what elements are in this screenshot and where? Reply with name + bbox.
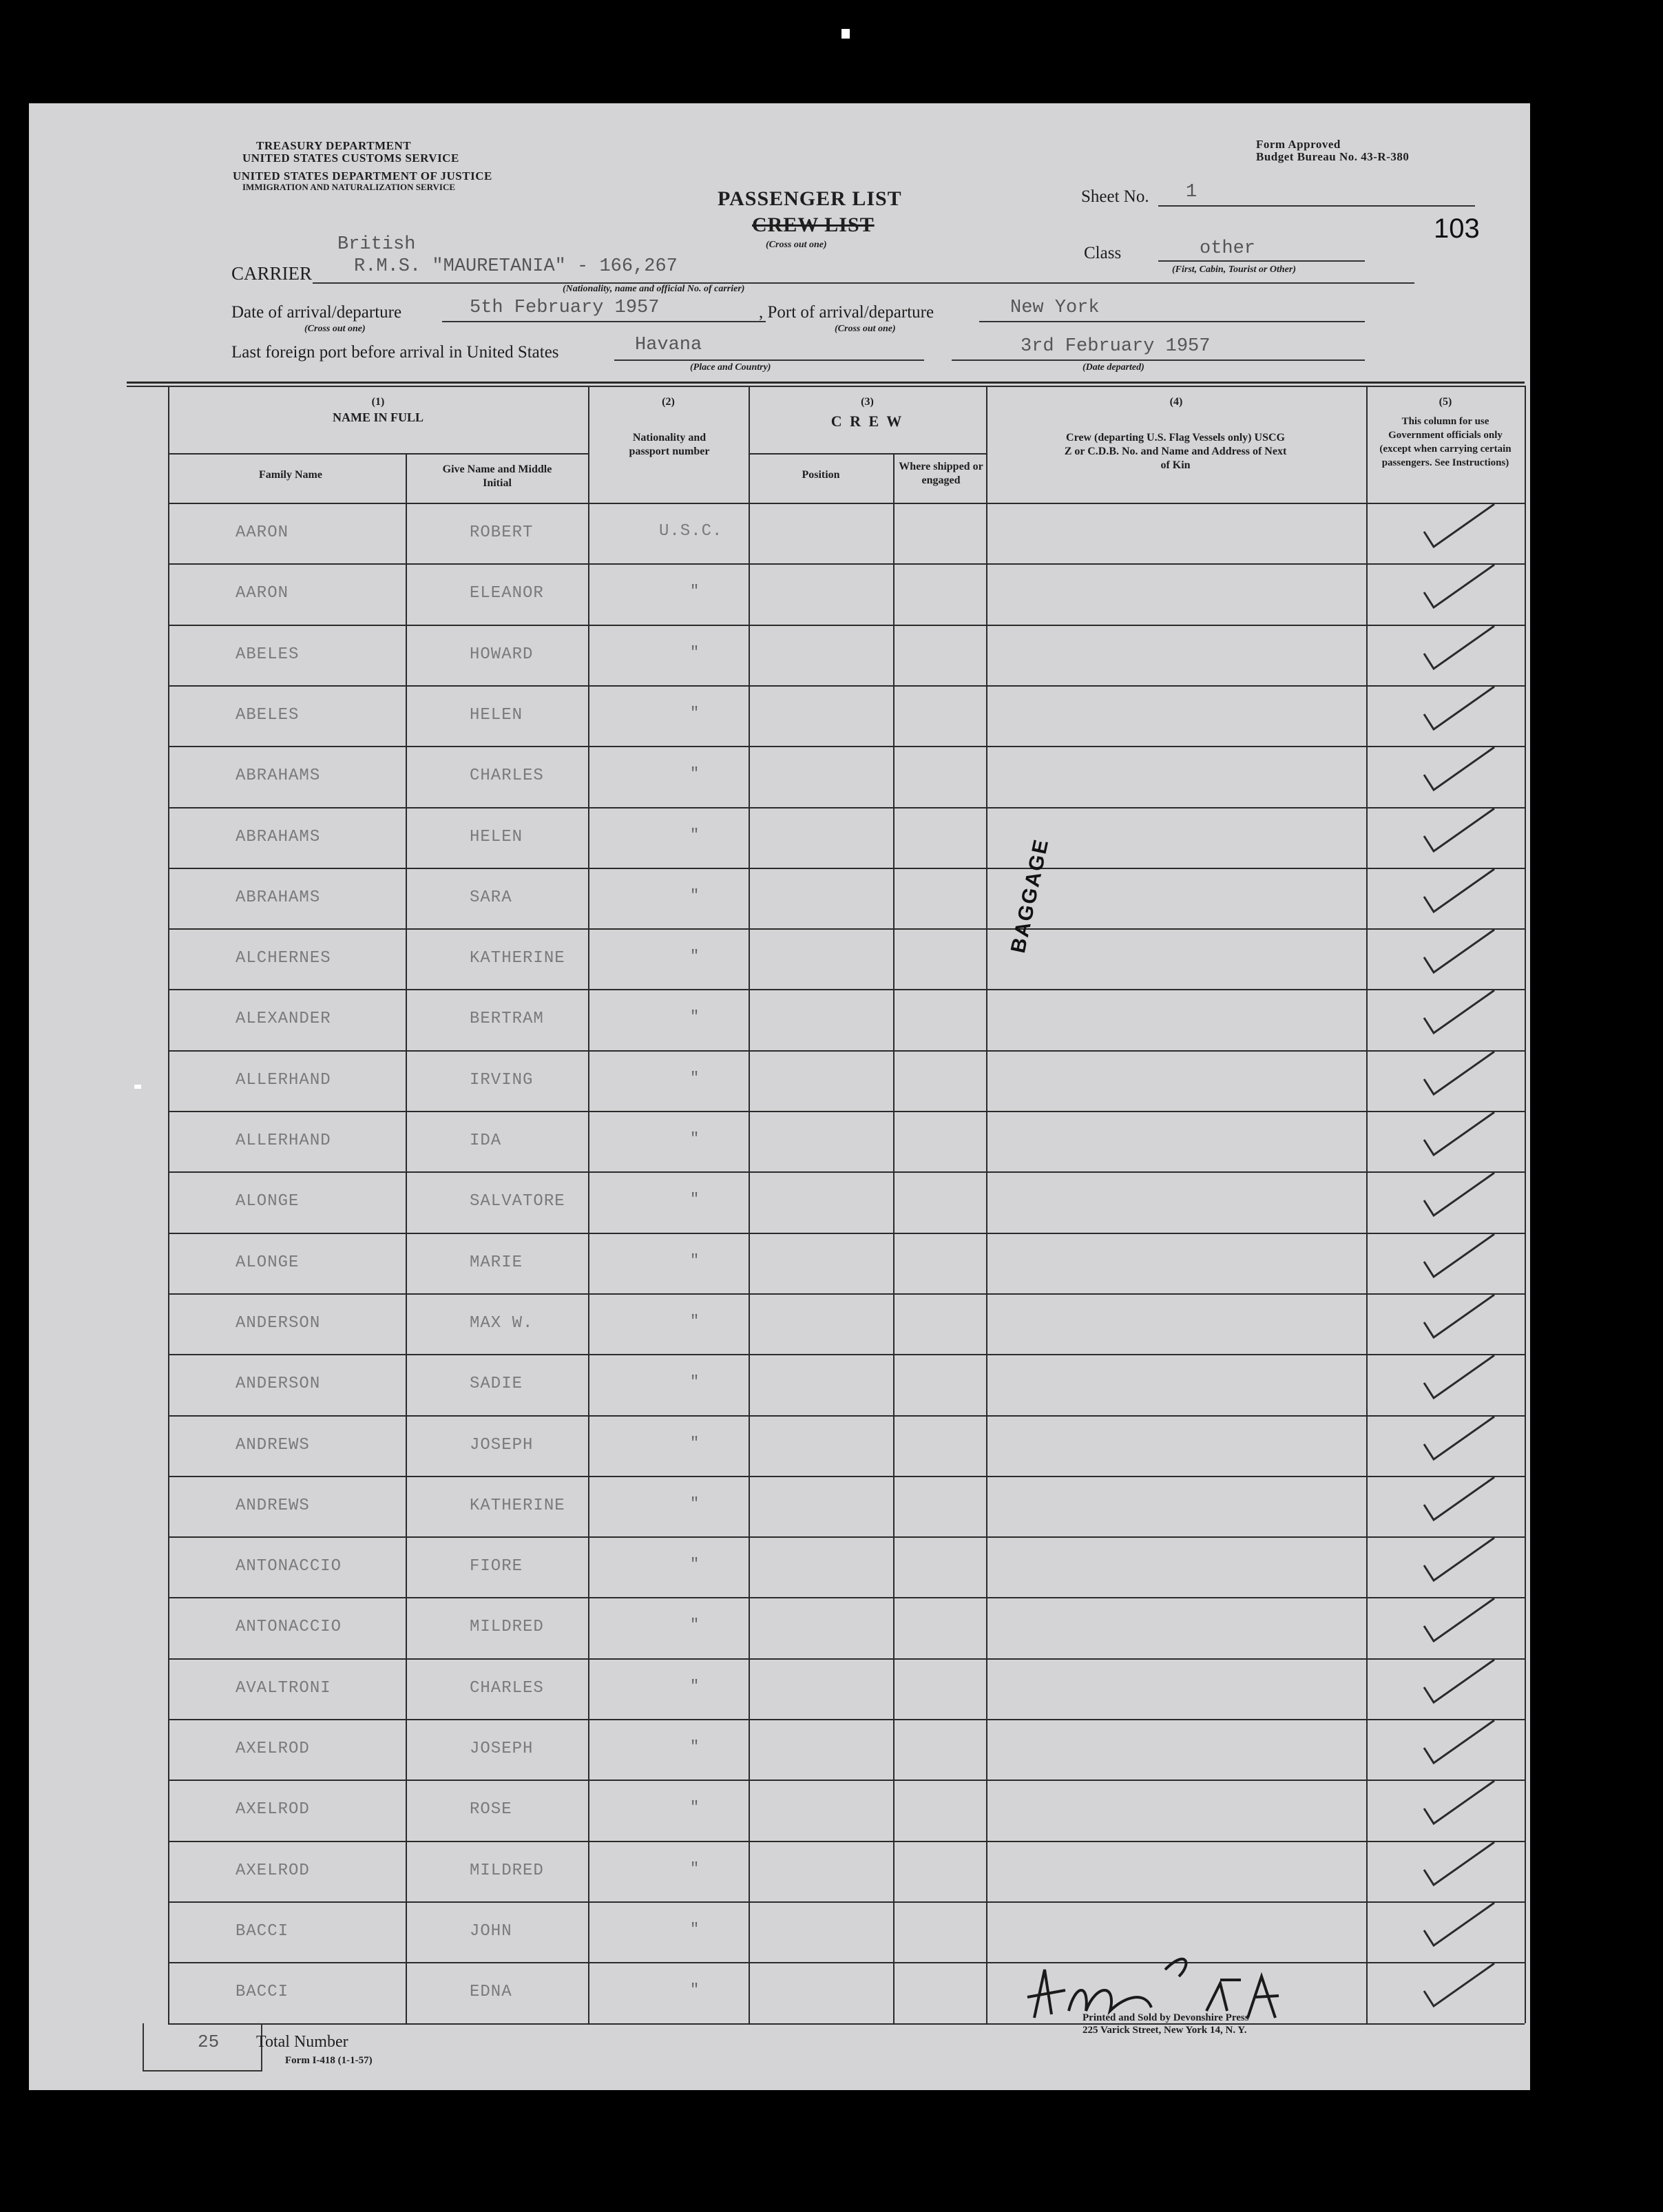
given-name-cell: SALVATORE — [470, 1192, 565, 1211]
nationality-cell: " — [690, 1556, 700, 1574]
family-name-cell: ALLERHAND — [236, 1131, 331, 1150]
nationality-cell: " — [690, 1738, 700, 1755]
col-given-name: Give Name and Middle Initial — [442, 463, 552, 489]
check-mark-icon — [1419, 924, 1501, 979]
check-mark-icon — [1419, 1229, 1501, 1284]
class-value: other — [1200, 238, 1256, 259]
row-divider — [168, 563, 1525, 565]
check-mark-icon — [1419, 1897, 1501, 1952]
dept-treasury: TREASURY DEPARTMENT — [256, 139, 412, 152]
check-mark-icon — [1419, 1715, 1501, 1770]
nationality-cell: " — [690, 1616, 700, 1634]
last-port-caption: (Place and Country) — [690, 362, 771, 373]
sheet-label: Sheet No. — [1081, 187, 1149, 206]
row-divider — [168, 928, 1525, 930]
family-name-cell: ANDREWS — [236, 1435, 310, 1454]
given-name-cell: SARA — [470, 888, 512, 907]
given-name-cell: SADIE — [470, 1375, 523, 1394]
family-name-cell: ALLERHAND — [236, 1070, 331, 1089]
nationality-cell: " — [690, 1677, 700, 1695]
nationality-cell: " — [690, 1981, 700, 1999]
carrier-value: R.M.S. "MAURETANIA" - 166,267 — [354, 256, 678, 277]
nationality-cell: " — [690, 1373, 700, 1391]
check-mark-icon — [1419, 559, 1501, 614]
nationality-cell: U.S.C. — [659, 522, 723, 541]
col4-number: (4) — [1169, 396, 1183, 408]
row-divider — [168, 1597, 1525, 1598]
row-divider — [168, 1476, 1525, 1477]
family-name-cell: ANDREWS — [236, 1496, 310, 1515]
family-name-cell: AVALTRONI — [236, 1678, 331, 1698]
col1-title: NAME IN FULL — [332, 410, 423, 424]
row-divider — [168, 1233, 1525, 1234]
check-mark-icon — [1419, 1472, 1501, 1527]
departed-caption: (Date departed) — [1082, 362, 1144, 373]
col2-number: (2) — [662, 396, 675, 408]
nationality-cell: " — [690, 1069, 700, 1087]
check-mark-icon — [1419, 1046, 1501, 1101]
page-stamp-number: 103 — [1434, 213, 1480, 244]
check-mark-icon — [1419, 620, 1501, 676]
given-name-cell: ROSE — [470, 1800, 512, 1819]
check-mark-icon — [1419, 1958, 1501, 2013]
check-mark-icon — [1419, 1350, 1501, 1405]
given-name-cell: ELEANOR — [470, 584, 544, 603]
family-name-cell: ABRAHAMS — [236, 888, 321, 907]
class-label: Class — [1084, 244, 1122, 262]
given-name-cell: IDA — [470, 1131, 502, 1150]
check-mark-icon — [1419, 1775, 1501, 1830]
check-mark-icon — [1419, 985, 1501, 1040]
family-name-cell: AXELROD — [236, 1740, 310, 1758]
family-name-cell: ABRAHAMS — [236, 766, 321, 786]
check-mark-icon — [1419, 1837, 1501, 1892]
row-divider — [168, 1050, 1525, 1052]
given-name-cell: BERTRAM — [470, 1010, 544, 1029]
family-name-cell: AARON — [236, 523, 289, 542]
row-divider — [168, 625, 1525, 626]
given-name-cell: KATHERINE — [470, 949, 565, 968]
port-label: , Port of arrival/departure — [759, 303, 934, 322]
sheet-number: 1 — [1186, 182, 1197, 202]
given-name-cell: MILDRED — [470, 1618, 544, 1637]
carrier-nationality: British — [337, 234, 416, 255]
family-name-cell: ALCHERNES — [236, 949, 331, 968]
family-name-cell: ANTONACCIO — [236, 1618, 342, 1637]
nationality-cell: " — [690, 583, 700, 601]
given-name-cell: HELEN — [470, 827, 523, 846]
check-mark-icon — [1419, 1167, 1501, 1222]
given-name-cell: CHARLES — [470, 766, 544, 786]
check-mark-icon — [1419, 681, 1501, 736]
family-name-cell: BACCI — [236, 1921, 289, 1941]
given-name-cell: FIORE — [470, 1557, 523, 1576]
officer-signature — [1014, 1942, 1358, 2038]
col1-number: (1) — [371, 396, 385, 408]
dept-customs: UNITED STATES CUSTOMS SERVICE — [242, 152, 459, 165]
check-mark-icon — [1419, 1289, 1501, 1344]
col-family-name: Family Name — [259, 469, 322, 481]
total-label: Total Number — [256, 2033, 348, 2051]
row-divider — [168, 1111, 1525, 1112]
given-name-cell: IRVING — [470, 1070, 534, 1089]
nationality-cell: " — [690, 1251, 700, 1269]
col-where-shipped: Where shipped or engaged — [899, 461, 983, 486]
date-label: Date of arrival/departure — [231, 303, 402, 322]
baggage-stamp: BAGGAGE — [1007, 836, 1054, 955]
row-divider — [168, 1658, 1525, 1660]
form-approved: Form Approved — [1256, 138, 1341, 151]
nationality-cell: " — [690, 1859, 700, 1877]
nationality-cell: " — [690, 1799, 700, 1817]
col4-title: Crew (departing U.S. Flag Vessels only) USCG Z or C.D.B. No. and Name and Address of Next of Kin — [1064, 432, 1287, 471]
given-name-cell: CHARLES — [470, 1678, 544, 1698]
family-name-cell: AXELROD — [236, 1800, 310, 1819]
form-number: Form I-418 (1-1-57) — [285, 2055, 373, 2066]
row-divider — [168, 1536, 1525, 1538]
family-name-cell: ALEXANDER — [236, 1010, 331, 1029]
last-port-value: Havana — [635, 335, 702, 355]
family-name-cell: ANDERSON — [236, 1313, 321, 1333]
row-divider — [168, 1171, 1525, 1173]
nationality-cell: " — [690, 643, 700, 661]
family-name-cell: ABELES — [236, 705, 300, 724]
check-mark-icon — [1419, 1593, 1501, 1648]
nationality-cell: " — [690, 1434, 700, 1452]
title-crossout-caption: (Cross out one) — [766, 240, 827, 250]
given-name-cell: HOWARD — [470, 645, 534, 664]
nationality-cell: " — [690, 1920, 700, 1938]
title-crew-list: CREW LIST — [752, 213, 875, 236]
col5-title: This column for use Government officials only (except when carrying certain passengers. See Instructions) — [1379, 416, 1512, 468]
row-divider — [168, 1719, 1525, 1720]
given-name-cell: MAX W. — [470, 1313, 534, 1333]
col2-title: Nationality and passport number — [629, 432, 710, 457]
class-caption: (First, Cabin, Tourist or Other) — [1172, 264, 1296, 275]
carrier-caption: (Nationality, name and official No. of carrier) — [563, 284, 745, 294]
given-name-cell: MILDRED — [470, 1861, 544, 1880]
row-divider — [168, 685, 1525, 687]
family-name-cell: ABRAHAMS — [236, 827, 321, 846]
col-position: Position — [802, 469, 840, 481]
nationality-cell: " — [690, 1008, 700, 1026]
check-mark-icon — [1419, 1654, 1501, 1709]
family-name-cell: AXELROD — [236, 1861, 310, 1880]
given-name-cell: ROBERT — [470, 523, 534, 542]
dept-immigration: IMMIGRATION AND NATURALIZATION SERVICE — [242, 182, 456, 192]
check-mark-icon — [1419, 1107, 1501, 1162]
row-divider — [168, 746, 1525, 747]
nationality-cell: " — [690, 1130, 700, 1147]
family-name-cell: ALONGE — [236, 1253, 300, 1272]
nationality-cell: " — [690, 1191, 700, 1209]
dept-justice: UNITED STATES DEPARTMENT OF JUSTICE — [233, 169, 492, 182]
given-name-cell: JOSEPH — [470, 1435, 534, 1454]
printer-line2: 225 Varick Street, New York 14, N. Y. — [1082, 2025, 1247, 2036]
given-name-cell: MARIE — [470, 1253, 523, 1272]
speck — [841, 29, 850, 39]
col5-number: (5) — [1439, 396, 1452, 408]
col3-number: (3) — [861, 396, 874, 408]
family-name-cell: BACCI — [236, 1983, 289, 2002]
check-mark-icon — [1419, 1411, 1501, 1466]
nationality-cell: " — [690, 704, 700, 722]
check-mark-icon — [1419, 499, 1501, 554]
speck — [134, 1085, 141, 1089]
given-name-cell: JOSEPH — [470, 1740, 534, 1758]
row-divider — [168, 989, 1525, 990]
document-page — [29, 103, 1530, 2090]
printer-line1: Printed and Sold by Devonshire Press — [1082, 2012, 1249, 2023]
given-name-cell: EDNA — [470, 1983, 512, 2002]
row-divider — [168, 807, 1525, 808]
row-divider — [168, 1780, 1525, 1781]
row-divider — [168, 1354, 1525, 1355]
given-name-cell: HELEN — [470, 705, 523, 724]
row-divider — [168, 1415, 1525, 1417]
nationality-cell: " — [690, 886, 700, 904]
departed-date: 3rd February 1957 — [1021, 336, 1211, 357]
row-divider — [168, 868, 1525, 869]
nationality-cell: " — [690, 948, 700, 966]
family-name-cell: ANDERSON — [236, 1375, 321, 1394]
carrier-label: CARRIER — [231, 263, 313, 284]
col3-title: C R E W — [830, 413, 904, 430]
nationality-cell: " — [690, 1494, 700, 1512]
port-value: New York — [1010, 298, 1100, 318]
family-name-cell: ABELES — [236, 645, 300, 664]
given-name-cell: JOHN — [470, 1921, 512, 1941]
nationality-cell: " — [690, 1312, 700, 1330]
last-port-label: Last foreign port before arrival in United States — [231, 343, 559, 362]
row-divider — [168, 1293, 1525, 1295]
given-name-cell: KATHERINE — [470, 1496, 565, 1515]
check-mark-icon — [1419, 803, 1501, 858]
family-name-cell: ALONGE — [236, 1192, 300, 1211]
nationality-cell: " — [690, 765, 700, 783]
check-mark-icon — [1419, 1532, 1501, 1587]
check-mark-icon — [1419, 742, 1501, 797]
family-name-cell: AARON — [236, 584, 289, 603]
nationality-cell: " — [690, 826, 700, 844]
date-caption: (Cross out one) — [304, 324, 366, 334]
row-divider — [168, 1841, 1525, 1842]
family-name-cell: ANTONACCIO — [236, 1557, 342, 1576]
port-caption: (Cross out one) — [835, 324, 896, 334]
check-mark-icon — [1419, 864, 1501, 919]
title-passenger-list: PASSENGER LIST — [718, 187, 902, 210]
arrival-date: 5th February 1957 — [470, 298, 660, 318]
budget-bureau: Budget Bureau No. 43-R-380 — [1256, 150, 1410, 163]
total-value: 25 — [198, 2032, 220, 2052]
row-divider — [168, 1901, 1525, 1903]
